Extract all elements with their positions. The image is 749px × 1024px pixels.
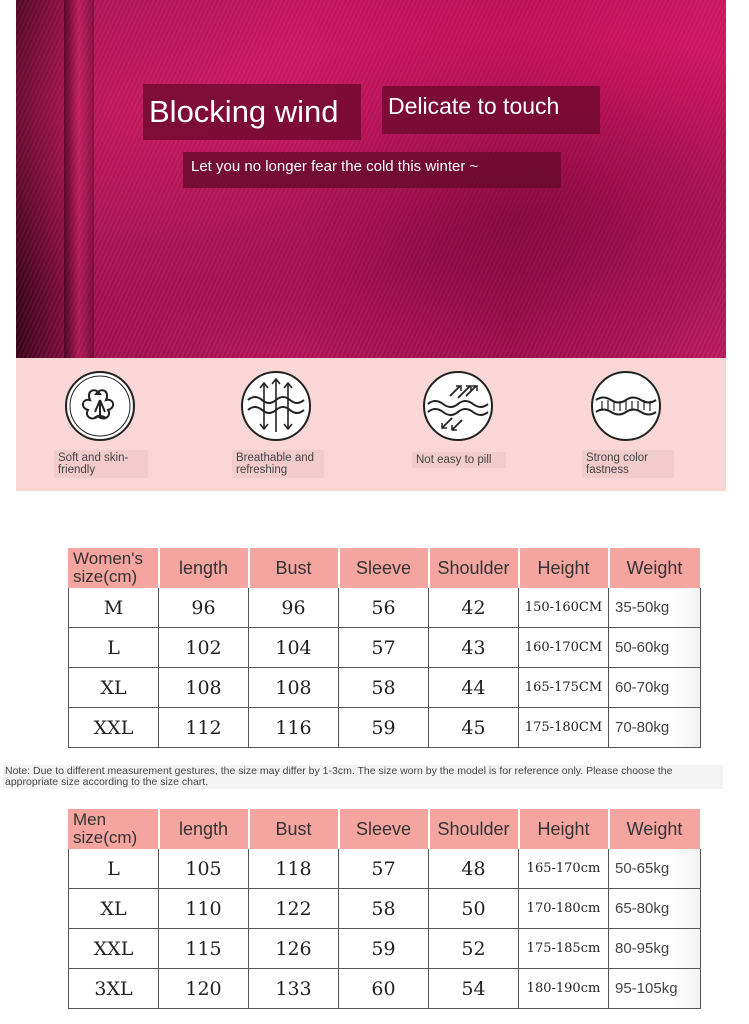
table-row (69, 969, 701, 1009)
size-note: Note: Due to different measurement gestures, the size may differ by 1-3cm. The size worn by the model is for reference only. Please choose the appropriate size according to the size chart. (3, 765, 723, 789)
cell-size: XL (69, 889, 159, 929)
cell-size: 3XL (69, 969, 159, 1009)
cell-sleeve: 56 (339, 588, 429, 628)
feature-label-colorfast: Strong color fastness (582, 450, 674, 478)
badge-delicate-touch: Delicate to touch (382, 86, 600, 134)
header-size: Women's size(cm) (69, 549, 159, 588)
cell-length: 112 (159, 708, 249, 748)
cell-bust: 122 (249, 889, 339, 929)
header-weight: Weight (609, 549, 701, 588)
cell-length: 110 (159, 889, 249, 929)
cell-shoulder: 45 (429, 708, 519, 748)
cell-sleeve: 59 (339, 929, 429, 969)
feature-label-pill: Not easy to pill (412, 452, 506, 468)
hero-fabric-image (16, 0, 726, 358)
badge-cold-winter: Let you no longer fear the cold this winter ~ (183, 152, 561, 188)
header-length: length (159, 549, 249, 588)
header-sleeve: Sleeve (339, 549, 429, 588)
header-shoulder: Shoulder (429, 810, 519, 849)
cell-weight: 60-70kg (609, 668, 701, 708)
cell-height: 170-180cm (519, 889, 609, 929)
feature-band (16, 358, 726, 491)
header-shoulder: Shoulder (429, 549, 519, 588)
cell-bust: 104 (249, 628, 339, 668)
cell-height: 175-180CM (519, 708, 609, 748)
table-row (69, 668, 701, 708)
header-height: Height (519, 549, 609, 588)
cell-shoulder: 52 (429, 929, 519, 969)
header-bust: Bust (249, 549, 339, 588)
cell-shoulder: 54 (429, 969, 519, 1009)
cell-size: XXL (69, 708, 159, 748)
cell-height: 175-185cm (519, 929, 609, 969)
breathable-icon (240, 370, 312, 442)
cell-shoulder: 42 (429, 588, 519, 628)
cell-height: 165-170cm (519, 849, 609, 889)
cell-length: 96 (159, 588, 249, 628)
cell-height: 165-175CM (519, 668, 609, 708)
cell-length: 115 (159, 929, 249, 969)
cell-sleeve: 58 (339, 889, 429, 929)
cell-bust: 118 (249, 849, 339, 889)
cell-shoulder: 43 (429, 628, 519, 668)
fabric-fold (64, 0, 94, 358)
table-header-row (69, 810, 701, 849)
cell-sleeve: 57 (339, 628, 429, 668)
cell-size: L (69, 849, 159, 889)
feature-label-soft: Soft and skin-friendly (54, 450, 148, 478)
cell-size: L (69, 628, 159, 668)
cell-bust: 108 (249, 668, 339, 708)
cell-bust: 116 (249, 708, 339, 748)
cell-sleeve: 58 (339, 668, 429, 708)
cell-shoulder: 44 (429, 668, 519, 708)
header-sleeve: Sleeve (339, 810, 429, 849)
header-height: Height (519, 810, 609, 849)
header-weight: Weight (609, 810, 701, 849)
cell-size: XL (69, 668, 159, 708)
cell-shoulder: 48 (429, 849, 519, 889)
cell-size: XXL (69, 929, 159, 969)
table-row (69, 889, 701, 929)
cell-bust: 126 (249, 929, 339, 969)
header-bust: Bust (249, 810, 339, 849)
table-row (69, 929, 701, 969)
cell-bust: 96 (249, 588, 339, 628)
cell-length: 120 (159, 969, 249, 1009)
table-row (69, 849, 701, 889)
cell-sleeve: 60 (339, 969, 429, 1009)
cell-weight: 95-105kg (609, 969, 701, 1009)
cotton-icon (64, 370, 136, 442)
cell-length: 102 (159, 628, 249, 668)
table-row (69, 628, 701, 668)
women-size-table (68, 548, 702, 748)
table-header-row (69, 549, 701, 588)
cell-weight: 50-60kg (609, 628, 701, 668)
cell-height: 160-170CM (519, 628, 609, 668)
cell-length: 105 (159, 849, 249, 889)
header-length: length (159, 810, 249, 849)
cell-weight: 50-65kg (609, 849, 701, 889)
cell-bust: 133 (249, 969, 339, 1009)
men-size-table (68, 809, 702, 1009)
cell-length: 108 (159, 668, 249, 708)
anti-pill-icon (422, 370, 494, 442)
table-row (69, 708, 701, 748)
cell-size: M (69, 588, 159, 628)
cell-weight: 65-80kg (609, 889, 701, 929)
cell-height: 150-160CM (519, 588, 609, 628)
cell-sleeve: 59 (339, 708, 429, 748)
cell-weight: 35-50kg (609, 588, 701, 628)
cell-weight: 70-80kg (609, 708, 701, 748)
badge-blocking-wind: Blocking wind (143, 84, 361, 140)
feature-label-breathable: Breathable and refreshing (232, 450, 324, 478)
table-row (69, 588, 701, 628)
cell-shoulder: 50 (429, 889, 519, 929)
cell-height: 180-190cm (519, 969, 609, 1009)
cell-weight: 80-95kg (609, 929, 701, 969)
header-size: Men size(cm) (69, 810, 159, 849)
colorfast-icon (590, 370, 662, 442)
cell-sleeve: 57 (339, 849, 429, 889)
